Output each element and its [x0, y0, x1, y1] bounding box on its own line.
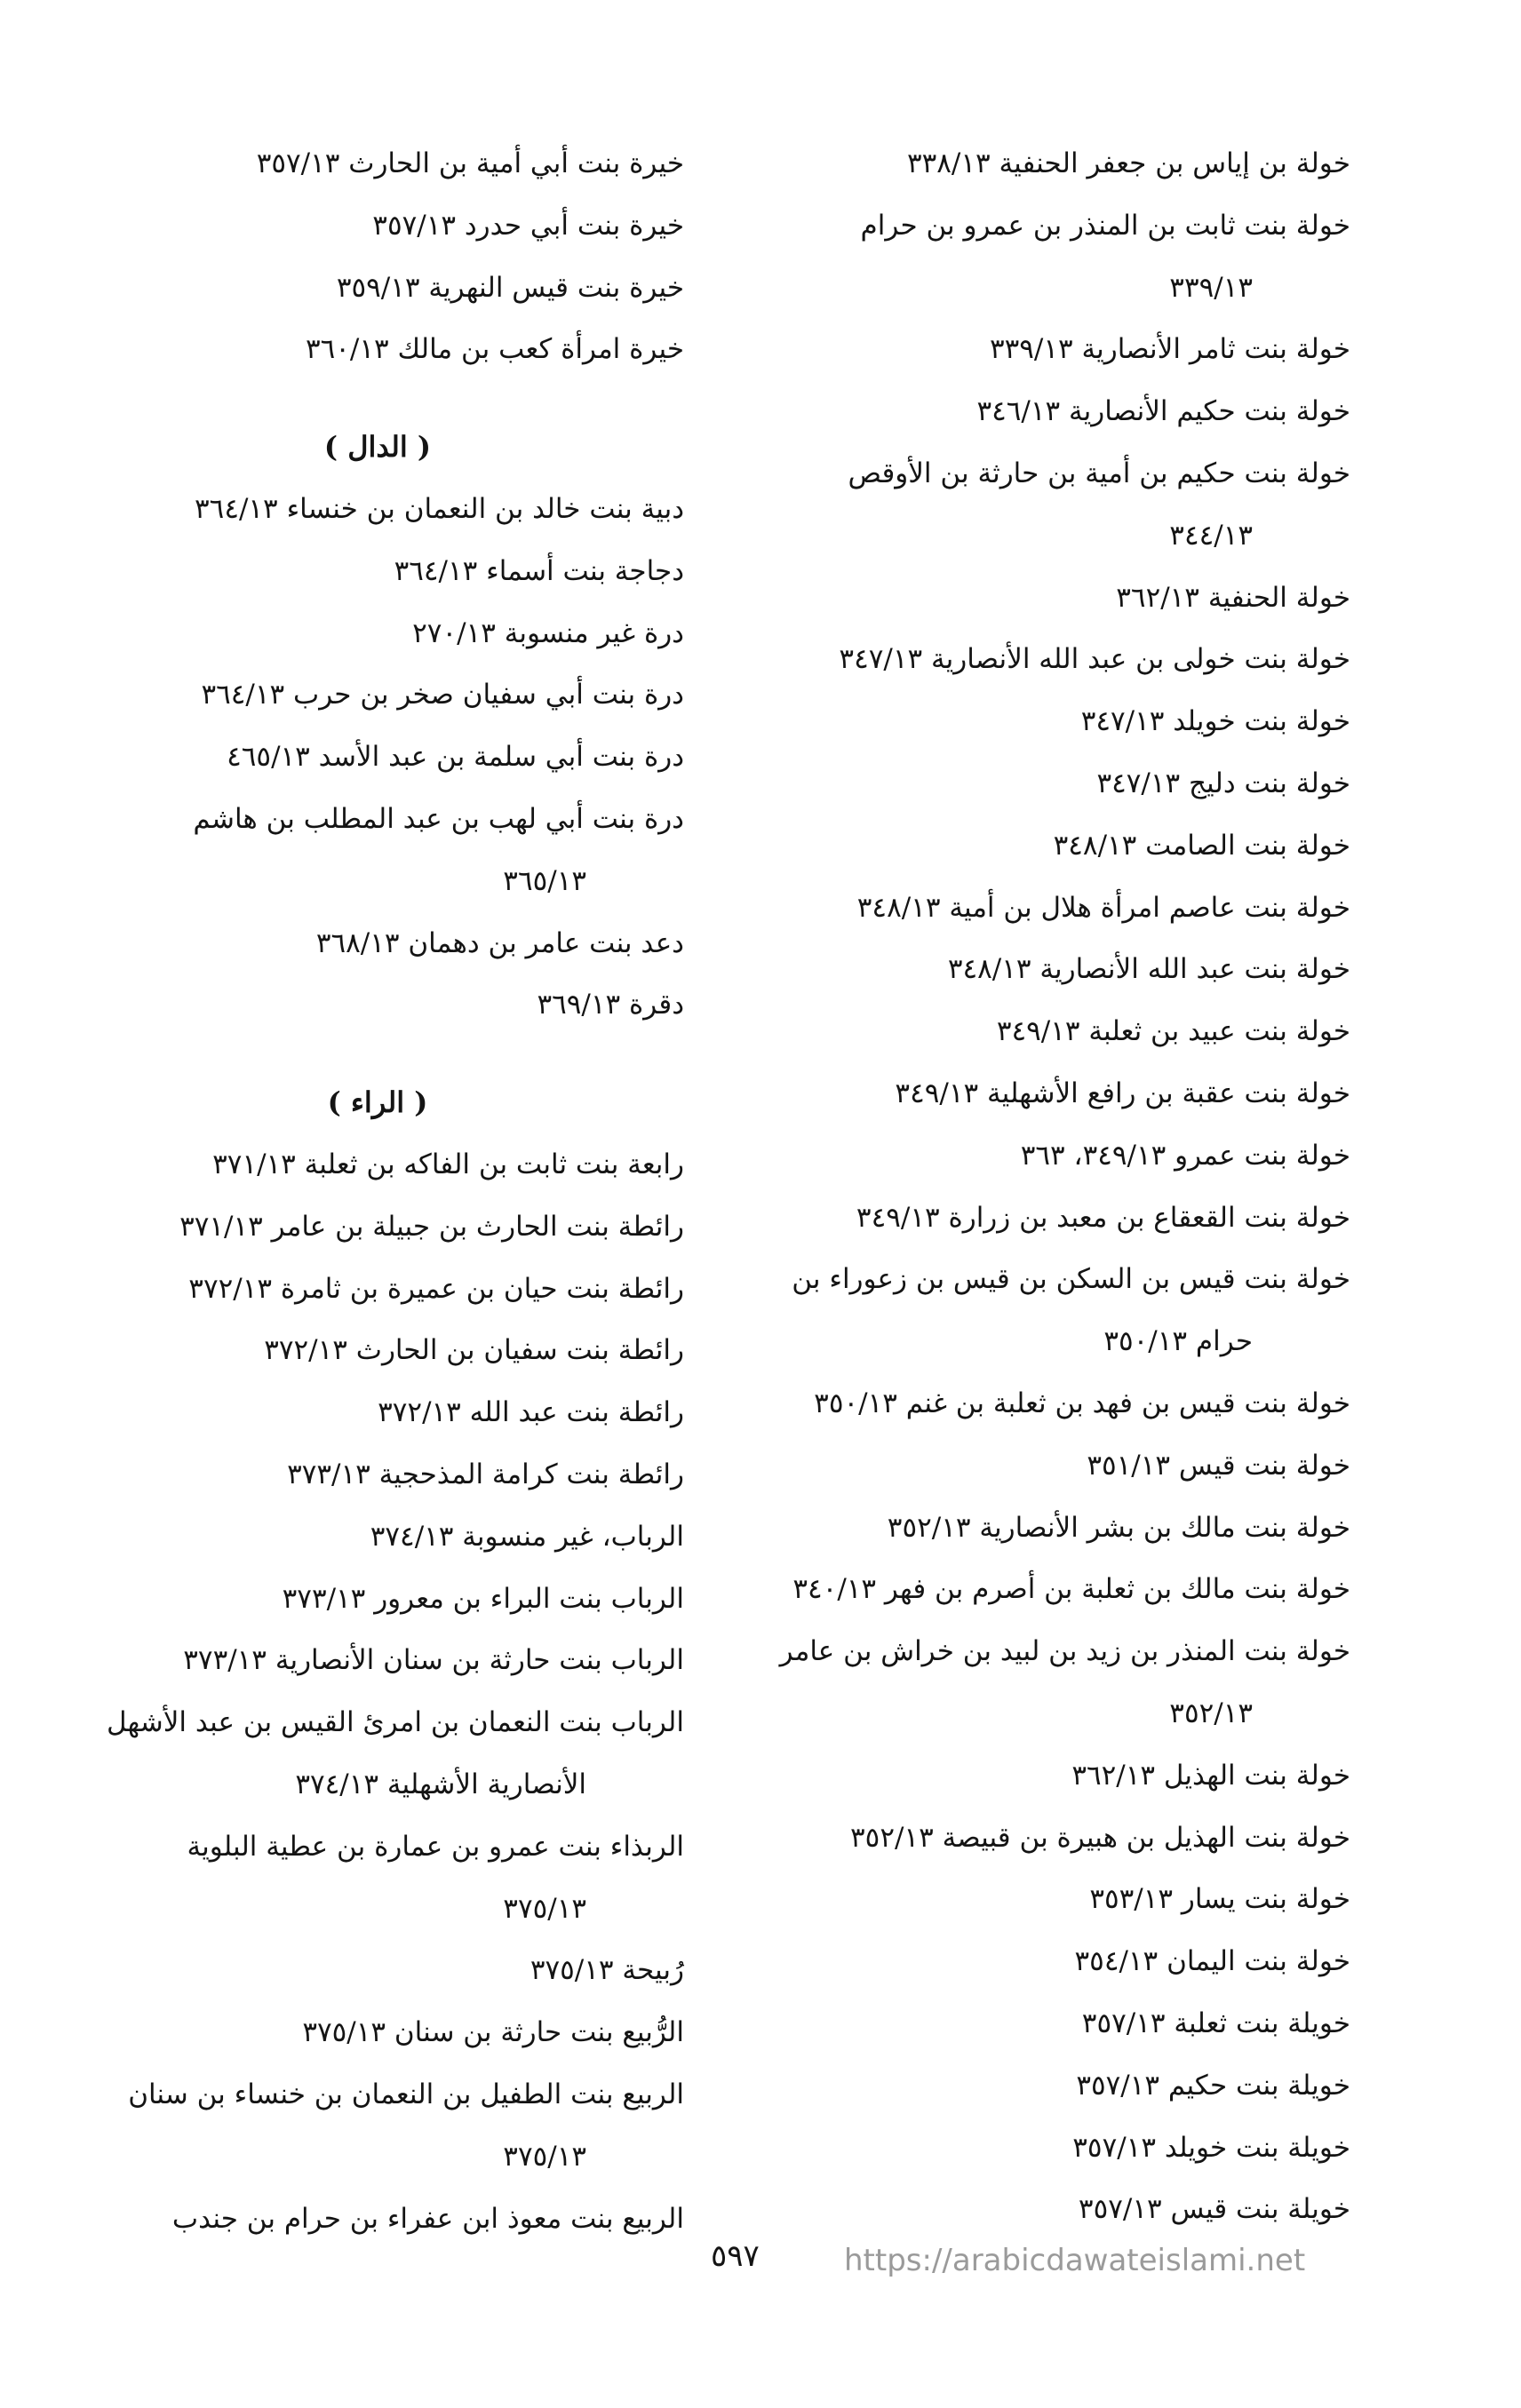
- index-entry: [71, 603, 684, 665]
- index-entry: [724, 1745, 1350, 1808]
- entry-text: خولة بنت خولى بن عبد الله الأنصارية ٣٤٧/١٣: [839, 643, 1350, 676]
- index-entry: [71, 479, 684, 541]
- entry-text: الرباب، غير منسوبة ٣٧٤/١٣: [370, 1520, 684, 1553]
- index-entry: [71, 1134, 684, 1196]
- index-entry: [71, 1506, 684, 1569]
- index-entry: [724, 1188, 1350, 1250]
- entry-text: الرباب بنت النعمان بن امرئ القيس بن عبد الأشهل: [107, 1706, 684, 1739]
- index-entry: [724, 1621, 1350, 1745]
- index-entry: [724, 878, 1350, 940]
- index-entry: [724, 1931, 1350, 1993]
- entry-text: الرُّبيع بنت حارثة بن سنان ٣٧٥/١٣: [302, 2016, 684, 2049]
- ra-entries: [71, 1134, 684, 2250]
- index-entry: [724, 1869, 1350, 1931]
- entry-text: الربذاء بنت عمرو بن عمارة بن عطية البلوية: [187, 1830, 684, 1863]
- index-entry: [71, 195, 684, 258]
- index-entry: [71, 1382, 684, 1444]
- index-entry: [724, 1808, 1350, 1870]
- khayra-entries: [71, 133, 684, 381]
- entry-text: خولة بنت قيس بن السكن بن قيس بن زعوراء بن: [792, 1263, 1350, 1296]
- entry-text: خولة بنت الهذيل بن هبيرة بن قبيصة ٣٥٢/١٣: [850, 1821, 1350, 1854]
- section-heading-ra: ( الراء ): [327, 1085, 428, 1120]
- entry-text: خولة بنت دليج ٣٤٧/١٣: [1096, 767, 1350, 799]
- index-entry: [724, 2179, 1350, 2241]
- entry-text: خويلة بنت خويلد ٣٥٧/١٣: [1072, 2131, 1350, 2164]
- entry-continuation: حرام ٣٥٠/١٣: [1103, 1325, 1253, 1358]
- entry-continuation: الأنصارية الأشهلية ٣٧٤/١٣: [295, 1768, 586, 1800]
- index-entry: [724, 133, 1350, 195]
- entry-text: رائطة بنت عبد الله ٣٧٢/١٣: [378, 1396, 684, 1429]
- index-entry: [71, 974, 684, 1037]
- entry-text: خولة بنت خويلد ٣٤٧/١٣: [1080, 705, 1350, 738]
- index-entry: [724, 753, 1350, 815]
- entry-text: دعد بنت عامر بن دهمان ٣٦٨/١٣: [315, 926, 684, 959]
- index-entry: [71, 2189, 684, 2251]
- left-column: [71, 133, 684, 2250]
- right-column: [724, 133, 1350, 2241]
- index-entry: [724, 568, 1350, 630]
- entry-text: درة غير منسوبة ٢٧٠/١٣: [412, 616, 684, 649]
- index-entry: [71, 789, 684, 913]
- entry-text: الرباب بنت البراء بن معرور ٣٧٣/١٣: [282, 1582, 684, 1615]
- entry-text: خولة بنت الهذيل ٣٦٢/١٣: [1071, 1759, 1350, 1792]
- entry-text: رابعة بنت ثابت بن الفاكه بن ثعلبة ٣٧١/١٣: [212, 1148, 684, 1180]
- entry-text: خولة بنت القعقاع بن معبد بن زرارة ٣٤٩/١٣: [856, 1201, 1350, 1234]
- index-entry: [724, 443, 1350, 568]
- index-entry: [724, 2118, 1350, 2180]
- watermark-url: https://arabicdawateislami.net: [844, 2243, 1306, 2278]
- entry-text: رُبيحة ٣٧٥/١٣: [530, 1954, 684, 1987]
- index-entry: [71, 727, 684, 789]
- index-entry: [724, 381, 1350, 443]
- entry-text: خويلة بنت قيس ٣٥٧/١٣: [1078, 2193, 1350, 2226]
- entry-text: خولة بنت حكيم بن أمية بن حارثة بن الأوقص: [848, 457, 1350, 489]
- index-entry: [71, 1196, 684, 1259]
- index-entry: [71, 1569, 684, 1631]
- entry-continuation: ٣٥٢/١٣: [1169, 1697, 1253, 1729]
- entry-text: خويلة بنت حكيم ٣٥٧/١٣: [1076, 2069, 1350, 2102]
- entry-text: خولة بنت يسار ٣٥٣/١٣: [1089, 1883, 1350, 1916]
- entry-text: خيرة بنت قيس النهرية ٣٥٩/١٣: [336, 271, 684, 304]
- entry-text: دجاجة بنت أسماء ٣٦٤/١٣: [394, 554, 684, 587]
- index-entry: [724, 1993, 1350, 2055]
- entry-text: خولة بنت مالك بن بشر الأنصارية ٣٥٢/١٣: [887, 1511, 1350, 1544]
- entry-text: دبية بنت خالد بن النعمان بن خنساء ٣٦٤/١٣: [195, 492, 684, 525]
- entry-text: خولة بن إياس بن جعفر الحنفية ٣٣٨/١٣: [906, 147, 1350, 179]
- index-entry: [724, 2055, 1350, 2118]
- entry-text: درة بنت أبي سفيان صخر بن حرب ٣٦٤/١٣: [201, 679, 684, 711]
- entry-text: خولة بنت اليمان ٣٥٤/١٣: [1074, 1945, 1350, 1978]
- entry-text: خولة بنت المنذر بن زيد بن لبيد بن خراش بن عامر: [779, 1635, 1350, 1668]
- entry-text: رائطة بنت سفيان بن الحارث ٣٧٢/١٣: [264, 1334, 684, 1367]
- entry-text: خولة بنت قيس بن فهد بن ثعلبة بن غنم ٣٥٠/١٣: [814, 1387, 1350, 1419]
- entry-text: خولة بنت عبد الله الأنصارية ٣٤٨/١٣: [947, 953, 1350, 986]
- index-entry: [71, 1816, 684, 1941]
- entry-text: خولة بنت عقبة بن رافع الأشهلية ٣٤٩/١٣: [895, 1077, 1350, 1109]
- entry-text: رائطة بنت الحارث بن جبيلة بن عامر ٣٧١/١٣: [179, 1210, 684, 1243]
- index-entry: [724, 1125, 1350, 1188]
- index-entry: [724, 1498, 1350, 1560]
- entry-text: خيرة امرأة كعب بن مالك ٣٦٠/١٣: [305, 333, 684, 366]
- entry-text: الرباب بنت حارثة بن سنان الأنصارية ٣٧٣/١٣: [183, 1644, 684, 1677]
- index-entry: [724, 1249, 1350, 1373]
- entry-text: خولة بنت ثابت بن المنذر بن عمرو بن حرام: [860, 209, 1350, 242]
- entry-continuation: ٣٣٩/١٣: [1169, 271, 1253, 304]
- index-entry: [724, 1001, 1350, 1063]
- index-entry: [724, 815, 1350, 878]
- entry-text: خيرة بنت أبي حدرد ٣٥٧/١٣: [372, 209, 684, 242]
- index-entry: [724, 629, 1350, 691]
- entry-text: خولة بنت ثامر الأنصارية ٣٣٩/١٣: [989, 333, 1350, 366]
- index-entry: [724, 1435, 1350, 1498]
- entry-text: الربيع بنت معوذ ابن عفراء بن حرام بن جندب: [171, 2202, 684, 2235]
- entry-text: خيرة بنت أبي أمية بن الحارث ٣٥٧/١٣: [256, 147, 684, 179]
- index-entry: [724, 939, 1350, 1001]
- index-entry: [71, 319, 684, 381]
- entry-text: خولة الحنفية ٣٦٢/١٣: [1116, 581, 1350, 614]
- index-entry: [724, 195, 1350, 320]
- entry-text: خولة بنت قيس ٣٥١/١٣: [1087, 1449, 1350, 1482]
- index-entry: [71, 664, 684, 727]
- entry-text: خولة بنت عاصم امرأة هلال بن أمية ٣٤٨/١٣: [856, 891, 1350, 924]
- index-entry: [71, 133, 684, 195]
- entry-continuation: ٣٧٥/١٣: [503, 2140, 586, 2173]
- entry-text: رائطة بنت حيان بن عميرة بن ثامرة ٣٧٢/١٣: [188, 1272, 684, 1305]
- index-entry: [724, 1559, 1350, 1621]
- entry-text: خولة بنت حكيم الأنصارية ٣٤٦/١٣: [976, 395, 1350, 428]
- index-entry: [724, 319, 1350, 381]
- entry-text: درة بنت أبي لهب بن عبد المطلب بن هاشم: [193, 802, 684, 835]
- index-entry: [71, 2002, 684, 2064]
- index-entry: [724, 691, 1350, 753]
- index-entry: [71, 1940, 684, 2002]
- section-heading-dal: ( الدال ): [323, 430, 432, 465]
- index-entry: [71, 1692, 684, 1816]
- entry-continuation: ٣٧٥/١٣: [503, 1892, 586, 1925]
- entry-text: خولة بنت الصامت ٣٤٨/١٣: [1053, 829, 1350, 862]
- entry-text: درة بنت أبي سلمة بن عبد الأسد ٤٦٥/١٣: [227, 741, 684, 774]
- entry-text: دقرة ٣٦٩/١٣: [537, 989, 684, 1021]
- page-number: ٥٩٧: [711, 2238, 760, 2274]
- entry-text: رائطة بنت كرامة المذحجية ٣٧٣/١٣: [287, 1458, 684, 1490]
- entry-text: خولة بنت عمرو ٣٤٩/١٣، ٣٦٣: [1020, 1139, 1350, 1172]
- index-entry: [724, 1063, 1350, 1125]
- index-entry: [71, 1630, 684, 1692]
- index-entry: [71, 541, 684, 603]
- index-entry: [724, 1373, 1350, 1435]
- entry-continuation: ٣٤٤/١٣: [1169, 519, 1253, 552]
- index-entry: [71, 1259, 684, 1321]
- index-entry: [71, 913, 684, 975]
- index-entry: [71, 1444, 684, 1506]
- entry-text: خولة بنت عبيد بن ثعلبة ٣٤٩/١٣: [996, 1015, 1350, 1048]
- index-entry: [71, 258, 684, 320]
- index-entry: [71, 2064, 684, 2189]
- dal-entries: [71, 479, 684, 1037]
- entry-text: خولة بنت مالك بن ثعلبة بن أصرم بن فهر ٣٤٠/١٣: [792, 1573, 1350, 1606]
- index-entry: [71, 1320, 684, 1382]
- entry-text: خويلة بنت ثعلبة ٣٥٧/١٣: [1081, 2007, 1350, 2039]
- entry-text: الربيع بنت الطفيل بن النعمان بن خنساء بن سنان: [128, 2078, 684, 2110]
- entry-continuation: ٣٦٥/١٣: [503, 864, 586, 897]
